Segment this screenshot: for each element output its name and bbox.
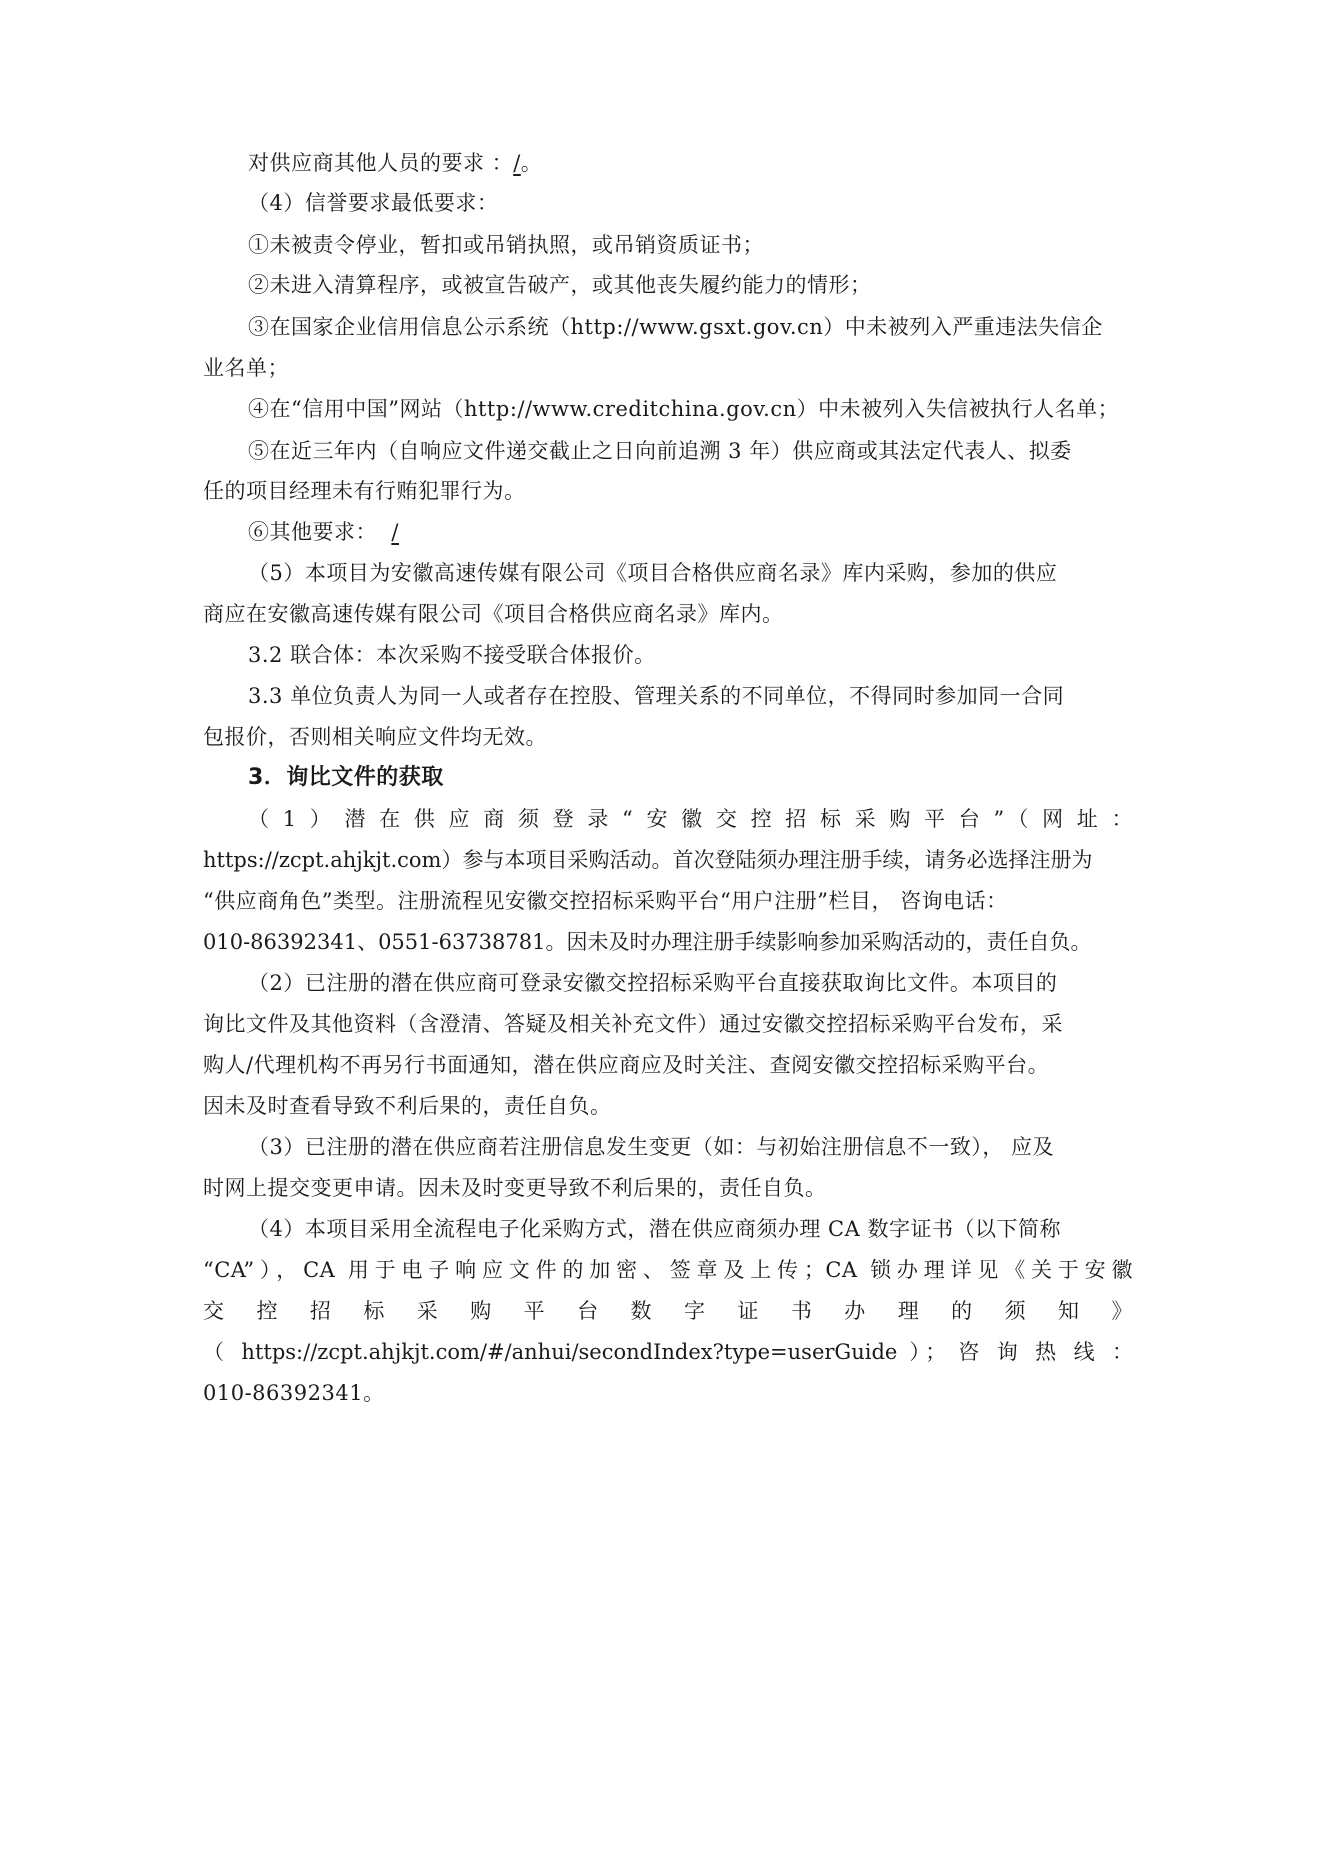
paragraph-line: 购人/代理机构不再另行书面通知，潜在供应商应及时关注、查阅安徽交控招标采购平台。 [203, 1053, 1050, 1077]
paragraph-line: 时网上提交变更申请。因未及时变更导致不利后果的，责任自负。 [203, 1176, 827, 1200]
paragraph-line: 业名单； [203, 356, 289, 380]
requirement-label: 对供应商其他人员的要求 ： [248, 151, 514, 175]
other-requirements-label: ⑥其他要求： [248, 520, 377, 544]
paragraph-line: “CA”），CA 用于电子响应文件的加密、签章及上传；CA 锁办理详见《关于安徽 [203, 1258, 1133, 1282]
paragraph-line [248, 148, 1178, 178]
paragraph-line: ⑤在近三年内（自响应文件递交截止之日向前追溯 3 年）供应商或其法定代表人、拟委 [248, 439, 1072, 463]
paragraph-line: （2）已注册的潜在供应商可登录安徽交控招标采购平台直接获取询比文件。本项目的 [248, 971, 1058, 995]
paragraph-line: ④在“信用中国”网站（http://www.creditchina.gov.cn）中未被列入失信被执行人名单； [248, 397, 1120, 421]
paragraph-line: 3.2 联合体：本次采购不接受联合体报价。 [248, 643, 656, 667]
paragraph-line: 因未及时查看导致不利后果的，责任自负。 [203, 1094, 612, 1118]
paragraph-line: 3.3 单位负责人为同一人或者存在控股、管理关系的不同单位，不得同时参加同一合同 [248, 684, 1065, 708]
paragraph-line: （3）已注册的潜在供应商若注册信息发生变更（如：与初始注册信息不一致）， 应及 [248, 1135, 1055, 1159]
paragraph-line: ②未进入清算程序，或被宣告破产，或其他丧失履约能力的情形； [248, 273, 872, 297]
paragraph-line: 任的项目经理未有行贿犯罪行为。 [203, 479, 526, 503]
paragraph-line: （4）本项目采用全流程电子化采购方式，潜在供应商须办理 CA 数字证书（以下简称 [248, 1217, 1061, 1241]
paragraph-line: ①未被责令停业，暂扣或吊销执照，或吊销资质证书； [248, 233, 764, 257]
paragraph-line [248, 517, 1178, 547]
paragraph-line: （4）信誉要求最低要求： [248, 191, 499, 215]
paragraph-line: 包报价，否则相关响应文件均无效。 [203, 725, 547, 749]
paragraph-line: ③在国家企业信用信息公示系统（http://www.gsxt.gov.cn）中未被列入严重违法失信企 [248, 315, 1103, 339]
paragraph-line: https://zcpt.ahjkjt.com）参与本项目采购活动。首次登陆须办理注册手续，请务必选择注册为 [203, 848, 1093, 872]
paragraph-line: 010-86392341。 [203, 1381, 385, 1405]
paragraph-line: 010-86392341、0551-63738781。因未及时办理注册手续影响参加采购活动的，责任自负。 [203, 930, 1092, 954]
paragraph-line: “供应商角色”类型。注册流程见安徽交控招标采购平台“用户注册”栏目， 咨询电话： [203, 889, 1008, 913]
paragraph-line: （5）本项目为安徽高速传媒有限公司《项目合格供应商名录》库内采购，参加的供应 [248, 561, 1058, 585]
paragraph-line: 商应在安徽高速传媒有限公司《项目合格供应商名录》库内。 [203, 602, 784, 626]
line-end: 。 [520, 151, 543, 175]
section-heading: 3．询比文件的获取 [248, 765, 444, 790]
fill-in-blank: / [391, 520, 399, 544]
paragraph-line: 询比文件及其他资料（含澄清、答疑及相关补充文件）通过安徽交控招标采购平台发布，采 [203, 1012, 1063, 1036]
fill-in-blank: / [513, 151, 521, 175]
paragraph-line: （1）潜在供应商须登录“安徽交控招标采购平台”（网址： [248, 807, 1133, 831]
paragraph-line: （ https://zcpt.ahjkjt.com/#/anhui/secondIndex?type=userGuide ）； 咨 询 热 线 ： [203, 1340, 1133, 1364]
paragraph-line: 交控招标采购平台数字证书办理的须知》 [203, 1299, 1133, 1323]
